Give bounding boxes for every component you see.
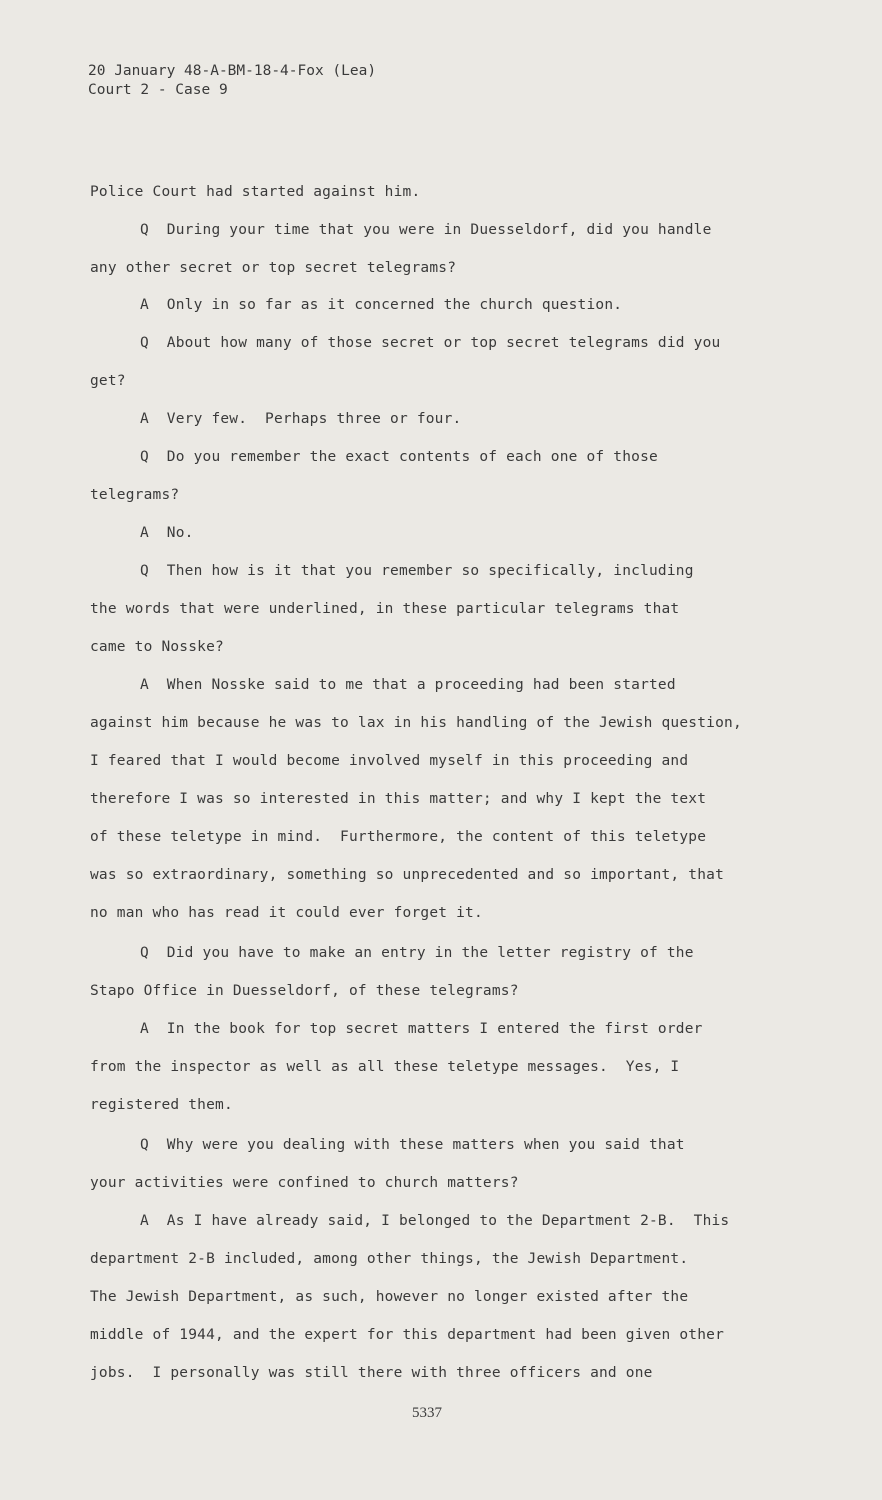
transcript-line: the words that were underlined, in these particular telegrams that bbox=[90, 601, 680, 617]
transcript-line: from the inspector as well as all these teletype messages. Yes, I bbox=[90, 1059, 680, 1075]
transcript-line: I feared that I would become involved myself in this proceeding and bbox=[90, 753, 689, 769]
header-date-reference: 20 January 48-A-BM-18-4-Fox (Lea) bbox=[88, 63, 377, 79]
transcript-line: Police Court had started against him. bbox=[90, 184, 421, 200]
transcript-line: The Jewish Department, as such, however no longer existed after the bbox=[90, 1289, 689, 1305]
transcript-line: Q About how many of those secret or top secret telegrams did you bbox=[140, 335, 721, 351]
transcript-line: department 2-B included, among other things, the Jewish Department. bbox=[90, 1251, 689, 1267]
transcript-line: get? bbox=[90, 373, 126, 389]
transcript-line: Q Why were you dealing with these matters when you said that bbox=[140, 1137, 685, 1153]
header-court-case: Court 2 - Case 9 bbox=[88, 82, 228, 98]
transcript-line: A In the book for top secret matters I entered the first order bbox=[140, 1021, 703, 1037]
transcript-line: A As I have already said, I belonged to the Department 2-B. This bbox=[140, 1213, 730, 1229]
transcript-line: telegrams? bbox=[90, 487, 180, 503]
transcript-line: jobs. I personally was still there with three officers and one bbox=[90, 1365, 653, 1381]
transcript-line: A Only in so far as it concerned the church question. bbox=[140, 297, 623, 313]
transcript-line: no man who has read it could ever forget it. bbox=[90, 905, 483, 921]
transcript-line: Q During your time that you were in Duesseldorf, did you handle bbox=[140, 222, 712, 238]
document-header bbox=[88, 62, 376, 100]
transcript-line: came to Nosske? bbox=[90, 639, 224, 655]
transcript-line: was so extraordinary, something so unprecedented and so important, that bbox=[90, 867, 725, 883]
transcript-line: therefore I was so interested in this matter; and why I kept the text bbox=[90, 791, 707, 807]
transcript-line: your activities were confined to church matters? bbox=[90, 1175, 519, 1191]
transcript-line: against him because he was to lax in his handling of the Jewish question, bbox=[90, 715, 742, 731]
page-number: 5337 bbox=[412, 1405, 442, 1421]
transcript-line: registered them. bbox=[90, 1097, 233, 1113]
transcript-line: A When Nosske said to me that a proceeding had been started bbox=[140, 677, 676, 693]
transcript-line: Q Do you remember the exact contents of each one of those bbox=[140, 449, 658, 465]
transcript-line: middle of 1944, and the expert for this department had been given other bbox=[90, 1327, 725, 1343]
transcript-line: A No. bbox=[140, 525, 194, 541]
transcript-line: Q Did you have to make an entry in the letter registry of the bbox=[140, 945, 694, 961]
transcript-line: A Very few. Perhaps three or four. bbox=[140, 411, 462, 427]
transcript-line: of these teletype in mind. Furthermore, the content of this teletype bbox=[90, 829, 707, 845]
transcript-line: Stapo Office in Duesseldorf, of these telegrams? bbox=[90, 983, 519, 999]
transcript-line: Q Then how is it that you remember so specifically, including bbox=[140, 563, 694, 579]
transcript-line: any other secret or top secret telegrams? bbox=[90, 260, 457, 276]
